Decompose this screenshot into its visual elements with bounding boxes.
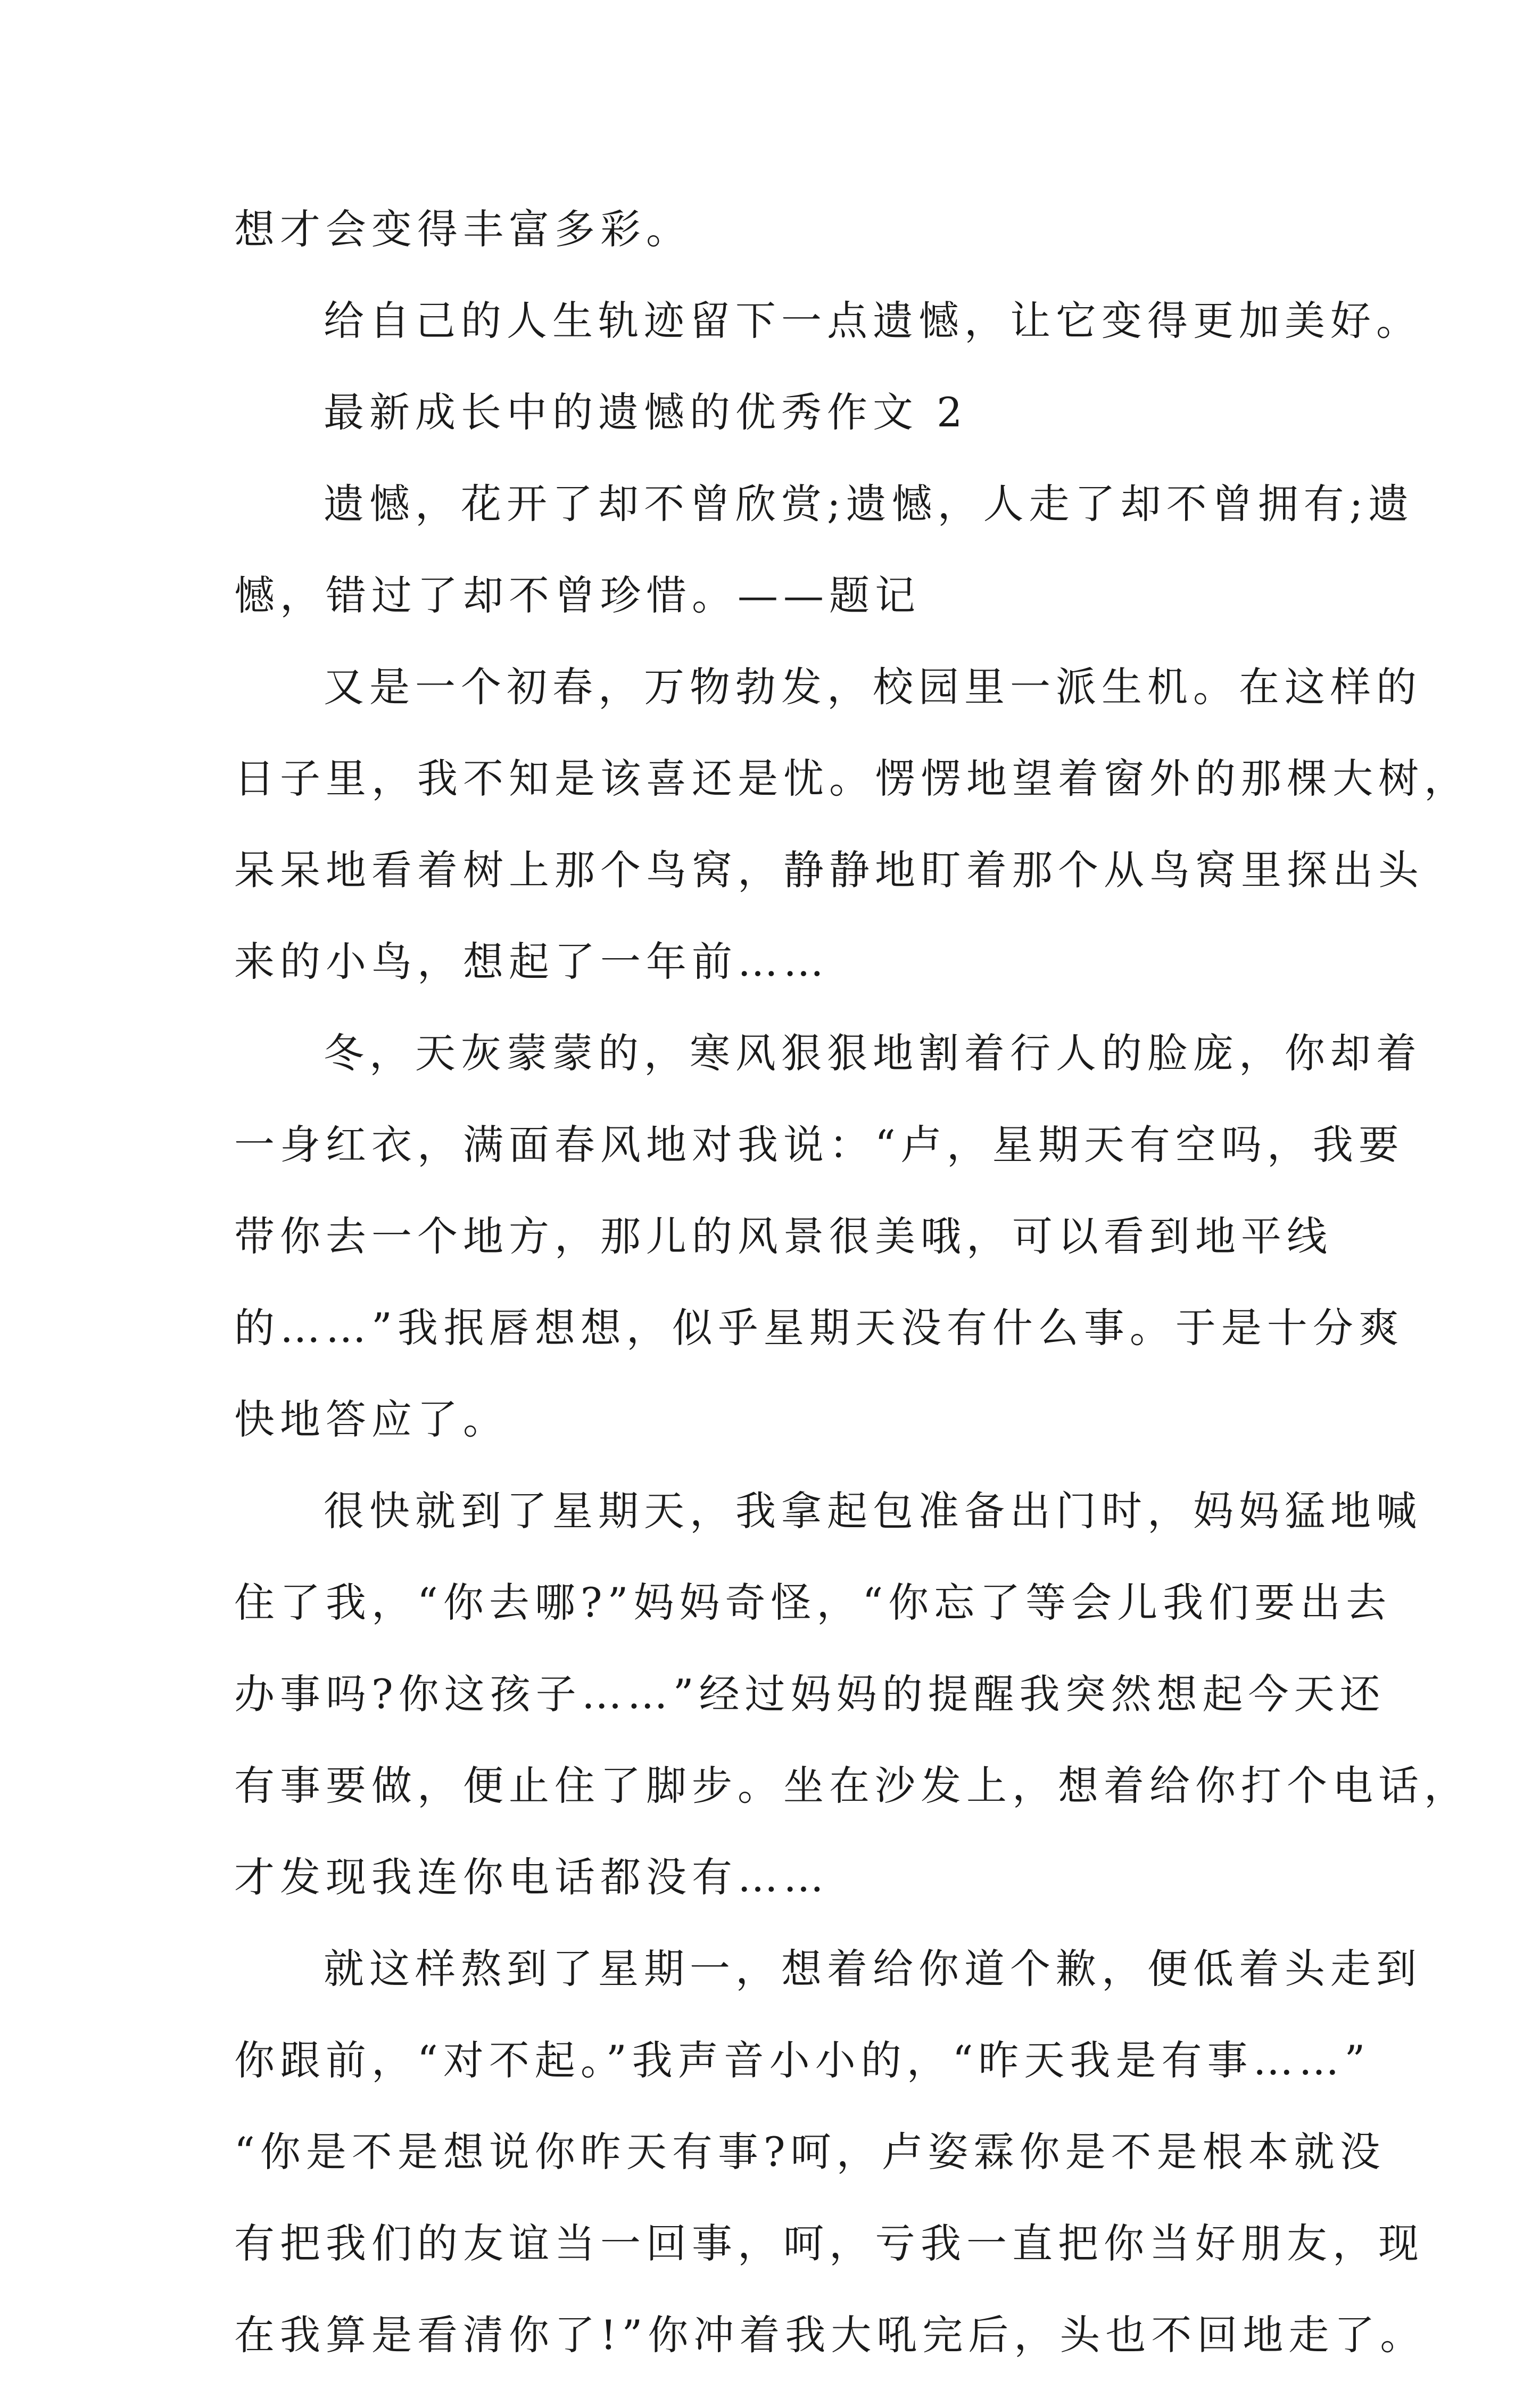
section-heading: 最新成长中的遗憾的优秀作文 2	[324, 389, 968, 436]
text-line: 很快就到了星期天，我拿起包准备出门时，妈妈猛地喊	[324, 1487, 1422, 1535]
text-line: 办事吗?你这孩子……”经过妈妈的提醒我突然想起今天还	[234, 1670, 1386, 1718]
text-line: 来的小鸟，想起了一年前……	[234, 938, 829, 985]
text-line: 有把我们的友谊当一回事，呵，亏我一直把你当好朋友，现	[234, 2220, 1424, 2267]
text-line: 又是一个初春，万物勃发，校园里一派生机。在这样的	[324, 663, 1422, 711]
text-line: 有事要做，便止住了脚步。坐在沙发上，想着给你打个电话，	[234, 1762, 1470, 1809]
text-line: 的……”我抿唇想想，似乎星期天没有什么事。于是十分爽	[234, 1304, 1404, 1352]
text-line: 日子里，我不知是该喜还是忧。愣愣地望着窗外的那棵大树，	[234, 755, 1470, 802]
text-line: 带你去一个地方，那儿的风景很美哦，可以看到地平线	[234, 1213, 1332, 1260]
text-line: 住了我，“你去哪?”妈妈奇怪，“你忘了等会儿我们要出去	[234, 1579, 1392, 1626]
text-line: “你是不是想说你昨天有事?呵，卢姿霖你是不是根本就没	[234, 2128, 1386, 2176]
text-line: 呆呆地看着树上那个鸟窝，静静地盯着那个从鸟窝里探出头	[234, 846, 1424, 894]
text-line: 冬，天灰蒙蒙的，寒风狠狠地割着行人的脸庞，你却着	[324, 1029, 1422, 1077]
text-line: 想才会变得丰富多彩。	[234, 205, 692, 253]
text-line: 快地答应了。	[234, 1396, 509, 1443]
text-line: 给自己的人生轨迹留下一点遗憾，让它变得更加美好。	[324, 297, 1422, 344]
text-line: 遗憾，花开了却不曾欣赏;遗憾，人走了却不曾拥有;遗	[324, 480, 1414, 528]
text-line: 就这样熬到了星期一，想着给你道个歉，便低着头走到	[324, 1945, 1422, 1992]
text-line: 一身红衣，满面春风地对我说：“卢，星期天有空吗，我要	[234, 1121, 1404, 1168]
text-line: 在我算是看清你了!”你冲着我大吼完后，头也不回地走了。	[234, 2311, 1426, 2359]
text-line: 你跟前，“对不起。”我声音小小的，“昨天我是有事……”	[234, 2037, 1371, 2084]
document-body	[234, 184, 1470, 2381]
text-line: 才发现我连你电话都没有……	[234, 1853, 829, 1901]
text-line: 憾，错过了却不曾珍惜。——题记	[234, 572, 921, 619]
